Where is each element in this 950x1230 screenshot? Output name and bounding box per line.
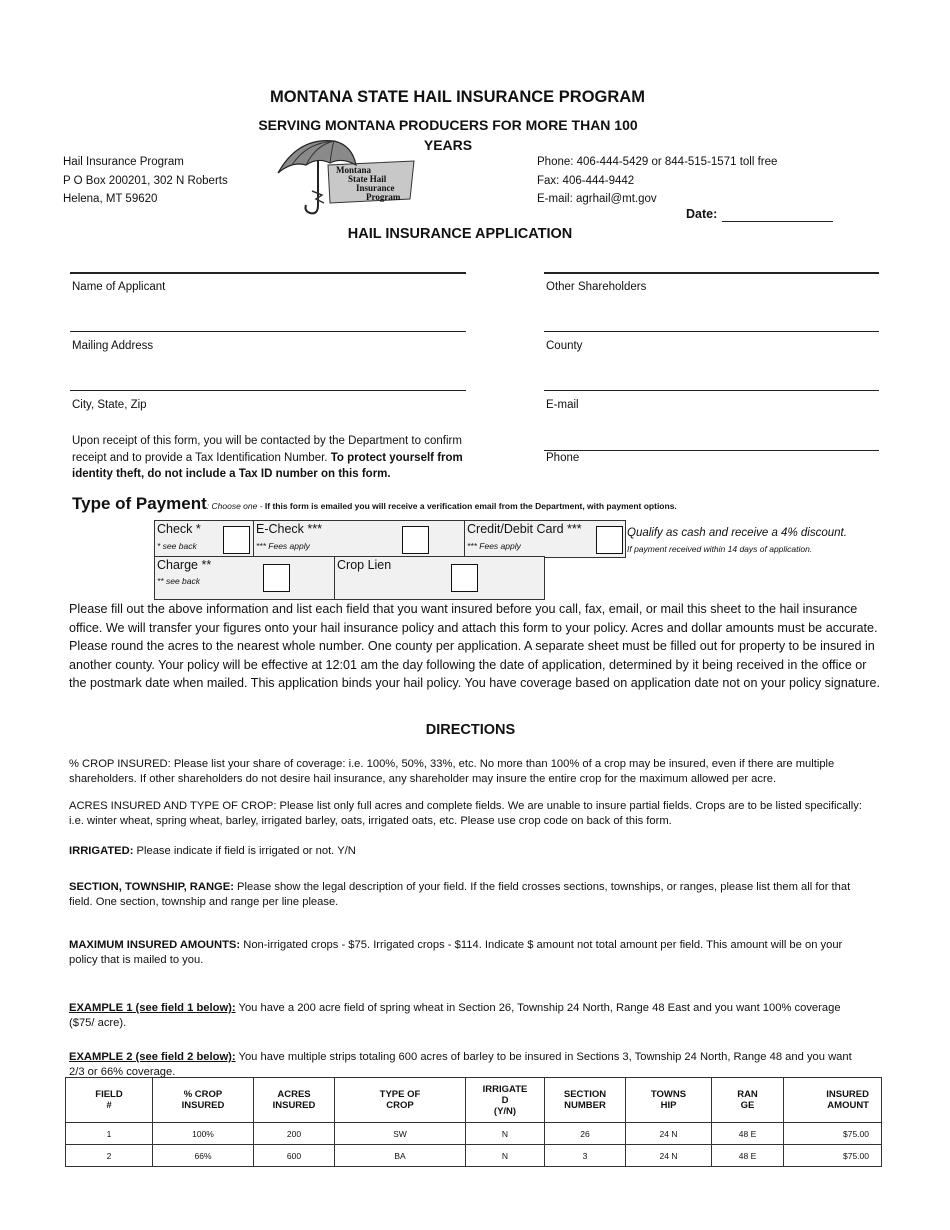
example-1-label: EXAMPLE 1 (see field 1 below):: [69, 1002, 236, 1014]
section-label: SECTION, TOWNSHIP, RANGE:: [69, 881, 234, 893]
col-field: FIELD #: [66, 1078, 153, 1123]
cell-crop-insured: 100%: [153, 1123, 254, 1145]
check-note: * see back: [157, 541, 197, 551]
email-line[interactable]: [544, 390, 879, 391]
logo-text: Insurance: [356, 183, 395, 193]
charge-label: Charge **: [157, 558, 212, 572]
crop-lien-label: Crop Lien: [337, 558, 392, 572]
col-insured-amount: INSURED AMOUNT: [784, 1078, 882, 1123]
acres-direction: ACRES INSURED AND TYPE OF CROP: Please list only full acres and complete fields. We are unable to insure partial fields. Crops are to be listed specifically: i.e. winter wheat, spring wheat, barley, irrigated barley, oats, irrigated oats, etc. Please use crop code on back of this form.: [69, 800, 862, 827]
echeck-checkbox[interactable]: [402, 526, 429, 554]
max-label: MAXIMUM INSURED AMOUNTS:: [69, 939, 241, 951]
cell-irrigated: N: [466, 1123, 545, 1145]
check-label: Check *: [157, 522, 201, 536]
notice-warning: To protect yourself from identity theft, do not include a Tax ID number on this form.: [72, 451, 463, 480]
cell-acres: 200: [254, 1123, 335, 1145]
payment-email-note: If this form is emailed you will receive a verification email from the Department, with payment options.: [264, 501, 677, 511]
charge-checkbox[interactable]: [263, 564, 290, 592]
logo-text: State Hail: [348, 174, 387, 184]
col-range: RAN GE: [712, 1078, 784, 1123]
cell-crop-insured: 66%: [153, 1145, 254, 1167]
cell-range: 48 E: [712, 1123, 784, 1145]
phone-label: Phone: [546, 452, 580, 464]
cell-field: 2: [66, 1145, 153, 1167]
example-1: [69, 1001, 869, 1031]
example-1-text: You have a 200 acre field of spring wheat in Section 26, Township 24 North, Range 48 East and you want 100% coverage ($75/ acre).: [69, 1002, 841, 1029]
address-line: P O Box 200201, 302 N Roberts: [63, 174, 228, 187]
crop-insured-direction: % CROP INSURED: Please list your share of coverage: i.e. 100%, 50%, 33%, etc. No more than 100% of a crop may be insured, even if there are multiple shareholders. If other shareholders do not desire hail insurance, any shareholder may insure the entire crop for the maximum allowed per acre.: [69, 758, 835, 785]
section-text: Please show the legal description of your field. If the field crosses sections, townships, or ranges, please list them all for that field. One section, township and range per line please.: [69, 881, 851, 908]
charge-option: [154, 556, 335, 600]
name-line[interactable]: [70, 272, 466, 274]
echeck-label: E-Check ***: [256, 522, 322, 536]
example-2-label: EXAMPLE 2 (see field 2 below):: [69, 1051, 236, 1063]
cash-discount-note: Qualify as cash and receive a 4% discount.: [627, 527, 847, 539]
mailing-address-label: Mailing Address: [72, 340, 154, 352]
logo-text: Montana: [336, 165, 372, 175]
cell-range: 48 E: [712, 1145, 784, 1167]
cell-crop-type: BA: [335, 1145, 466, 1167]
cell-crop-type: SW: [335, 1123, 466, 1145]
county-line[interactable]: [544, 331, 879, 332]
echeck-option: [253, 520, 465, 558]
other-shareholders-label: Other Shareholders: [546, 281, 647, 293]
col-section: SECTION NUMBER: [545, 1078, 626, 1123]
instructions-paragraph: Please fill out the above information and list each field that you want insured before you call, fax, email, or mail this sheet to the hail insurance office. We will transfer your figures onto your hail insurance policy and attach this form to your policy. Acres and dollar amounts must be accurate. Please round the acres to the nearest whole number. One county per application. A separate sheet must be filled out for property to be insured in another county. Your policy will be effective at 12:01 am the day following the date of application, determined by it being received in the office or the postmark date when mailed. This application binds your hail policy. You have coverage based on application date not on your policy signature.: [69, 602, 880, 690]
hail-program-logo: [272, 135, 418, 219]
example-2-text: You have multiple strips totaling 600 acres of barley to be insured in Sections 3, Township 24 North, Range 48 and you want 2/3 or 66% coverage.: [69, 1051, 852, 1078]
cell-township: 24 N: [626, 1123, 712, 1145]
cell-field: 1: [66, 1123, 153, 1145]
check-checkbox[interactable]: [223, 526, 250, 554]
irrigated-text: Please indicate if field is irrigated or not. Y/N: [133, 845, 356, 857]
check-option: [154, 520, 254, 558]
payment-title: Type of Payment: [72, 494, 207, 513]
crop-lien-option: [334, 556, 545, 600]
card-option: [464, 520, 626, 558]
irrigated-label: IRRIGATED:: [69, 845, 134, 857]
fax-info: Fax: 406-444-9442: [537, 174, 635, 187]
cell-acres: 600: [254, 1145, 335, 1167]
payment-heading: [72, 494, 677, 514]
application-title: HAIL INSURANCE APPLICATION: [347, 226, 573, 242]
cell-township: 24 N: [626, 1145, 712, 1167]
phone-info: Phone: 406-444-5429 or 844-515-1571 toll free: [537, 156, 778, 168]
col-township: TOWNS HIP: [626, 1078, 712, 1123]
field-example-table: [65, 1077, 882, 1167]
mailing-address-block: [63, 153, 228, 209]
address-line: Hail Insurance Program: [63, 156, 184, 168]
phone-line[interactable]: [544, 450, 879, 451]
col-type-of-crop: TYPE OF CROP: [335, 1078, 466, 1123]
max-amount-direction: [69, 938, 869, 968]
county-label: County: [546, 340, 583, 352]
irrigated-direction: [69, 844, 869, 859]
cell-section: 26: [545, 1123, 626, 1145]
notice-text: Upon receipt of this form, you will be contacted by the Department to confirm receipt and to provide a Tax Identification Number.: [72, 435, 462, 464]
email-label: E-mail: [546, 399, 579, 411]
crop-lien-checkbox[interactable]: [451, 564, 478, 592]
mailing-line[interactable]: [70, 331, 466, 332]
card-checkbox[interactable]: [596, 526, 623, 554]
cell-amount: $75.00: [784, 1145, 882, 1167]
card-label: Credit/Debit Card ***: [467, 522, 582, 536]
date-field[interactable]: [722, 221, 833, 222]
program-subtitle: SERVING MONTANA PRODUCERS FOR MORE THAN 100 YEARS: [258, 117, 638, 153]
address-line: Helena, MT 59620: [63, 193, 158, 205]
col-crop-insured: % CROP INSURED: [153, 1078, 254, 1123]
directions-title: DIRECTIONS: [425, 722, 516, 738]
city-line[interactable]: [70, 390, 466, 391]
table-row: [66, 1123, 882, 1145]
card-note: *** Fees apply: [467, 541, 521, 551]
charge-note: ** see back: [157, 576, 200, 586]
logo-text: Program: [366, 192, 401, 202]
date-label: Date:: [686, 207, 718, 221]
example-2: [69, 1050, 869, 1080]
cell-irrigated: N: [466, 1145, 545, 1167]
col-acres-insured: ACRES INSURED: [254, 1078, 335, 1123]
payment-choose: : Choose one -: [206, 501, 265, 511]
cell-section: 3: [545, 1145, 626, 1167]
col-irrigated: IRRIGATE D (Y/N): [466, 1078, 545, 1123]
contact-block: [537, 153, 777, 209]
cell-amount: $75.00: [784, 1123, 882, 1145]
city-state-zip-label: City, State, Zip: [72, 399, 147, 411]
shareholders-line[interactable]: [544, 272, 879, 274]
max-text: Non-irrigated crops - $75. Irrigated crops - $114. Indicate $ amount not total amount per field. This amount will be on your policy that is mailed to you.: [69, 939, 843, 966]
name-of-applicant-label: Name of Applicant: [72, 281, 166, 293]
tax-id-notice: [72, 433, 492, 483]
table-row: [66, 1145, 882, 1167]
echeck-note: *** Fees apply: [256, 541, 310, 551]
email-info: E-mail: agrhail@mt.gov: [537, 193, 657, 205]
section-direction: [69, 880, 869, 910]
table-header-row: [66, 1078, 882, 1123]
program-title: MONTANA STATE HAIL INSURANCE PROGRAM: [270, 88, 645, 106]
discount-condition-note: If payment received within 14 days of application.: [627, 544, 813, 554]
